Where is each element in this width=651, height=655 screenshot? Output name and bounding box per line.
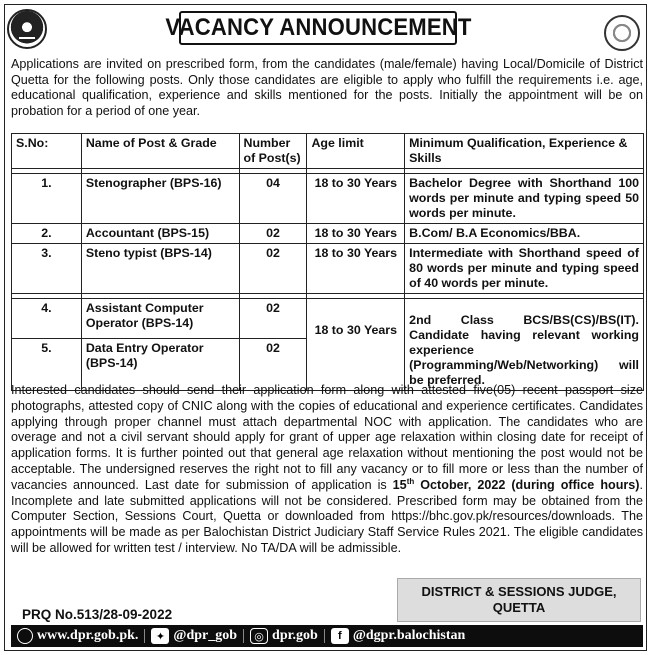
globe-icon bbox=[17, 628, 33, 644]
footer-facebook[interactable] bbox=[325, 628, 472, 644]
signature-block bbox=[397, 578, 641, 622]
table-row bbox=[12, 244, 644, 294]
instructions-paragraph bbox=[11, 383, 643, 557]
twitter-text: @dpr_gob bbox=[173, 628, 238, 643]
intro-paragraph: Applications are invited on prescribed form, from the candidates (male/female) having Local/Domicile of District Quetta for the following posts. Only those candidates are eligible to apply who fulfill the requirements i.e. age, educational qualification, experience and skills mentioned for the posts. Initially the appointment will be on probation for a period of one year. bbox=[11, 57, 643, 118]
table-row bbox=[12, 174, 644, 224]
row-sno: 4. bbox=[12, 299, 82, 339]
instructions-text-after: . Incomplete and late submitted applications will not be considered. Prescribed form may be obtained from the Computer Section, Sessions Court, Quetta or downloaded from https://bhc.gov.pk/resources/downloads. The appointments will be made as per Balochistan District Judiciary Staff Service Rules 2021. The eligible candidates will be allowed for written test / interview. No TA/DA will be admissible. bbox=[11, 477, 643, 555]
row-age: 18 to 30 Years bbox=[307, 224, 405, 244]
footer-bar bbox=[11, 625, 643, 647]
table-row bbox=[12, 224, 644, 244]
website-text: www.dpr.gob.pk. bbox=[37, 628, 139, 643]
row-name: Assistant Computer Operator (BPS-14) bbox=[81, 299, 239, 339]
header-age: Age limit bbox=[307, 134, 405, 169]
row-number: 02 bbox=[239, 299, 307, 339]
row-qualification: Intermediate with Shorthand speed of 80 words per minute and typing speed of 40 words per minute. bbox=[405, 244, 644, 294]
table-header-row bbox=[12, 134, 644, 169]
header bbox=[5, 5, 646, 53]
table-row bbox=[12, 299, 644, 339]
prq-number: PRQ No.513/28-09-2022 bbox=[22, 607, 173, 622]
header-number: Number of Post(s) bbox=[239, 134, 307, 169]
announcement-frame bbox=[4, 4, 647, 651]
row-qualification: B.Com/ B.A Economics/BBA. bbox=[405, 224, 644, 244]
row-name: Data Entry Operator (BPS-14) bbox=[81, 339, 239, 391]
row-qualification: Bachelor Degree with Shorthand 100 words per minute and typing speed 50 words per minute. bbox=[405, 174, 644, 224]
twitter-icon: ✦ bbox=[151, 628, 169, 644]
merged-qualification: 2nd Class BCS/BS(CS)/BS(IT). Candidate having relevant working experience (Programming/Web/Networking) will be preferred. bbox=[405, 299, 644, 391]
header-name: Name of Post & Grade bbox=[81, 134, 239, 169]
row-age: 18 to 30 Years bbox=[307, 174, 405, 224]
instructions-text-before: Interested candidates should send their application form along with attested five(05) recent passport size photographs, attested copy of CNIC along with the copies of educational and experience certificates. Candidates applying through proper channel must attach departmental NOC with application. The candidates who are overage and not a civil servant should apply for grant of upper age relaxation within closing date for receipt of application forms. It is further pointed out that general age relaxation without mentioning the post would not be acceptable. The undersigned reserves the right not to fill any vacancy or to fill more or less than the number of vacancies announced. Last date for submission of application is bbox=[11, 383, 643, 492]
row-age: 18 to 30 Years bbox=[307, 244, 405, 294]
row-number: 04 bbox=[239, 174, 307, 224]
posts-table bbox=[11, 133, 644, 391]
footer-instagram[interactable] bbox=[244, 628, 324, 644]
row-name: Stenographer (BPS-16) bbox=[81, 174, 239, 224]
row-number: 02 bbox=[239, 339, 307, 391]
row-number: 02 bbox=[239, 244, 307, 294]
footer-twitter[interactable] bbox=[145, 628, 243, 644]
footer-website[interactable] bbox=[11, 628, 144, 644]
row-sno: 2. bbox=[12, 224, 82, 244]
row-number: 02 bbox=[239, 224, 307, 244]
facebook-icon: f bbox=[331, 628, 349, 644]
instagram-text: dpr.gob bbox=[272, 628, 318, 643]
facebook-text: @dgpr.balochistan bbox=[352, 628, 466, 643]
header-sno: S.No: bbox=[12, 134, 82, 169]
merged-age: 18 to 30 Years bbox=[307, 299, 405, 391]
title-box bbox=[164, 11, 472, 45]
row-sno: 1. bbox=[12, 174, 82, 224]
row-sno: 5. bbox=[12, 339, 82, 391]
signature-line2: QUETTA bbox=[492, 600, 546, 615]
row-name: Accountant (BPS-15) bbox=[81, 224, 239, 244]
court-seal-logo bbox=[604, 15, 640, 51]
deadline-date: 15th October, 2022 (during office hours) bbox=[392, 476, 640, 492]
page-title: VACANCY ANNOUNCEMENT bbox=[164, 14, 472, 41]
balochistan-emblem-logo bbox=[7, 9, 47, 49]
row-sno: 3. bbox=[12, 244, 82, 294]
row-name: Steno typist (BPS-14) bbox=[81, 244, 239, 294]
header-qualification: Minimum Qualification, Experience & Skills bbox=[405, 134, 644, 169]
signature-line1: DISTRICT & SESSIONS JUDGE, bbox=[421, 584, 617, 599]
instagram-icon: ◎ bbox=[250, 628, 268, 644]
